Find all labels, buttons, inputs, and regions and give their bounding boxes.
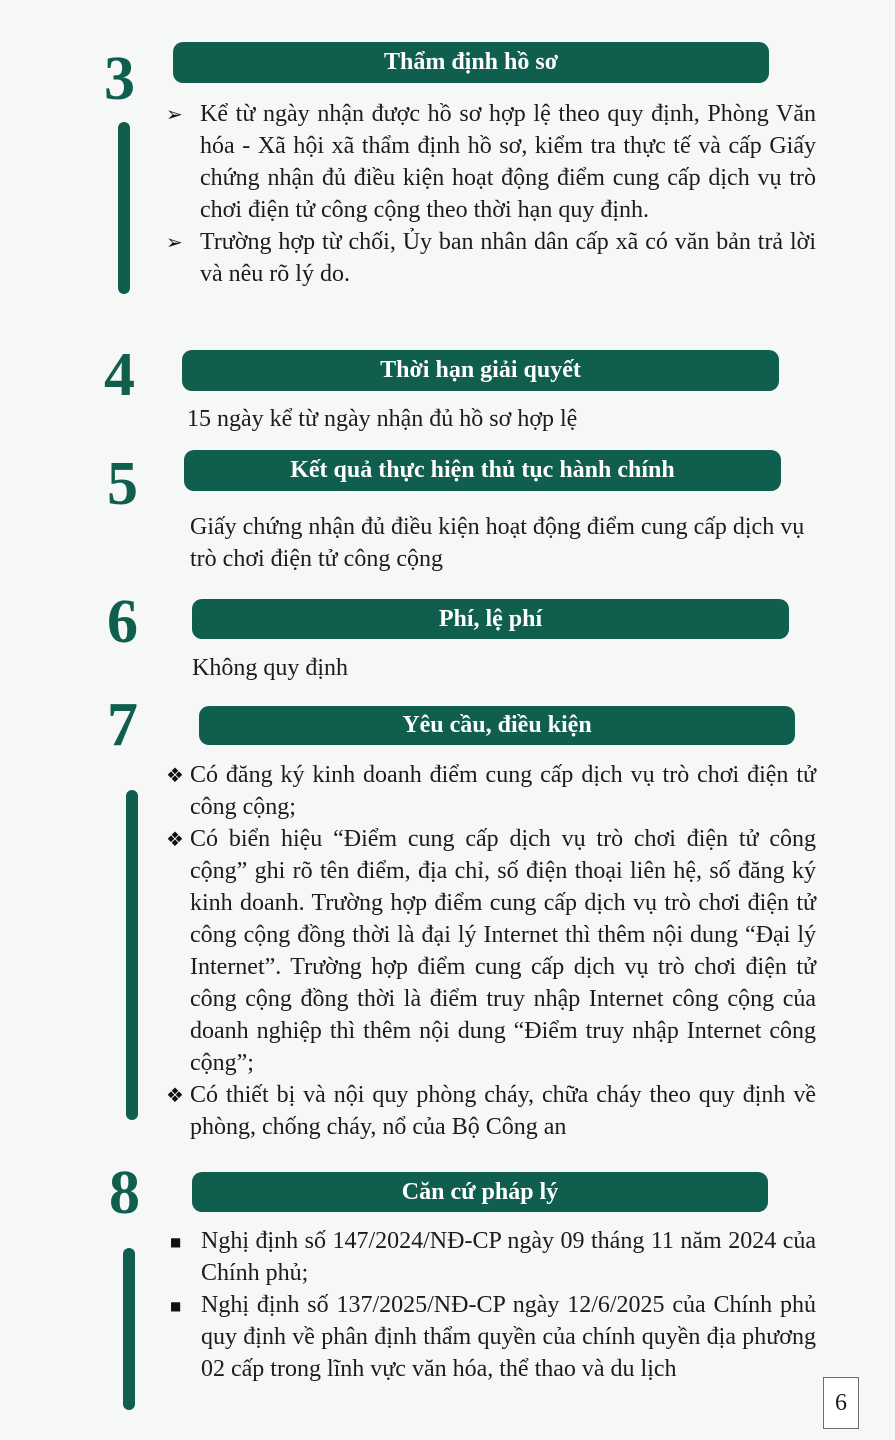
section-7-list: [166, 759, 816, 1143]
section-3-number: 3: [104, 45, 135, 113]
diamond-bullet-icon: ❖: [166, 1083, 184, 1107]
list-item-text: Có biển hiệu “Điểm cung cấp dịch vụ trò chơi điện tử công cộng” ghi rõ tên điểm, địa chỉ, số điện thoại liên hệ, số đăng ký kinh doanh. Trường hợp điểm cung cấp dịch vụ trò chơi điện tử công cộng đồng thời là đại lý Internet thì thêm nội dung “Đại lý Internet”. Trường hợp điểm cung cấp dịch vụ trò chơi điện tử công cộng đồng thời là điểm truy nhập Internet công cộng của doanh nghiệp thì thêm nội dung “Điểm truy nhập Internet công cộng”;: [190, 826, 816, 1076]
section-3-list: [166, 98, 816, 290]
square-bullet-icon: ■: [170, 1299, 182, 1313]
section-8-list: [170, 1225, 816, 1385]
square-bullet-icon: ■: [170, 1235, 182, 1249]
section-4-header: Thời hạn giải quyết: [182, 350, 779, 391]
arrow-bullet-icon: ➢: [166, 230, 183, 254]
arrow-bullet-icon: ➢: [166, 102, 183, 126]
diamond-bullet-icon: ❖: [166, 763, 184, 787]
page-number: 6: [823, 1377, 859, 1429]
section-4-number: 4: [104, 341, 135, 409]
section-6-number: 6: [107, 588, 138, 656]
list-item: [170, 1289, 816, 1385]
section-5-body: Giấy chứng nhận đủ điều kiện hoạt động điểm cung cấp dịch vụ trò chơi điện tử công cộng: [190, 514, 805, 572]
list-item-text: Có thiết bị và nội quy phòng cháy, chữa cháy theo quy định về phòng, chống cháy, nổ của Bộ Công an: [190, 1082, 816, 1140]
list-item-text: Nghị định số 147/2024/NĐ-CP ngày 09 tháng 11 năm 2024 của Chính phủ;: [201, 1228, 816, 1286]
list-item: [166, 759, 816, 823]
list-item: [166, 1079, 816, 1143]
section-6-body: Không quy định: [192, 655, 348, 681]
section-7-number: 7: [107, 691, 138, 759]
list-item: [166, 226, 816, 290]
section-7-side-bar: [126, 790, 138, 1120]
section-8-header: Căn cứ pháp lý: [192, 1172, 768, 1212]
list-item: [170, 1225, 816, 1289]
section-5-header: Kết quả thực hiện thủ tục hành chính: [184, 450, 781, 491]
section-6-header: Phí, lệ phí: [192, 599, 789, 639]
list-item-text: Có đăng ký kinh doanh điểm cung cấp dịch vụ trò chơi điện tử công cộng;: [190, 762, 816, 820]
section-8-number: 8: [109, 1159, 140, 1227]
list-item: [166, 823, 816, 1079]
section-7-header: Yêu cầu, điều kiện: [199, 706, 795, 745]
diamond-bullet-icon: ❖: [166, 827, 184, 851]
list-item-text: Nghị định số 137/2025/NĐ-CP ngày 12/6/2025 của Chính phủ quy định về phân định thẩm quyền của chính quyền địa phương 02 cấp trong lĩnh vực văn hóa, thể thao và du lịch: [201, 1292, 816, 1382]
section-3-side-bar: [118, 122, 130, 294]
list-item-text: Kể từ ngày nhận được hồ sơ hợp lệ theo quy định, Phòng Văn hóa - Xã hội xã thẩm định hồ sơ, kiểm tra thực tế và cấp Giấy chứng nhận đủ điều kiện hoạt động điểm cung cấp dịch vụ trò chơi điện tử công cộng theo thời hạn quy định.: [200, 101, 816, 223]
list-item: [166, 98, 816, 226]
section-4-body: 15 ngày kể từ ngày nhận đủ hồ sơ hợp lệ: [187, 406, 578, 432]
section-3-header: Thẩm định hồ sơ: [173, 42, 769, 83]
list-item-text: Trường hợp từ chối, Ủy ban nhân dân cấp xã có văn bản trả lời và nêu rõ lý do.: [200, 229, 816, 287]
section-5-number: 5: [107, 450, 138, 518]
section-8-side-bar: [123, 1248, 135, 1410]
